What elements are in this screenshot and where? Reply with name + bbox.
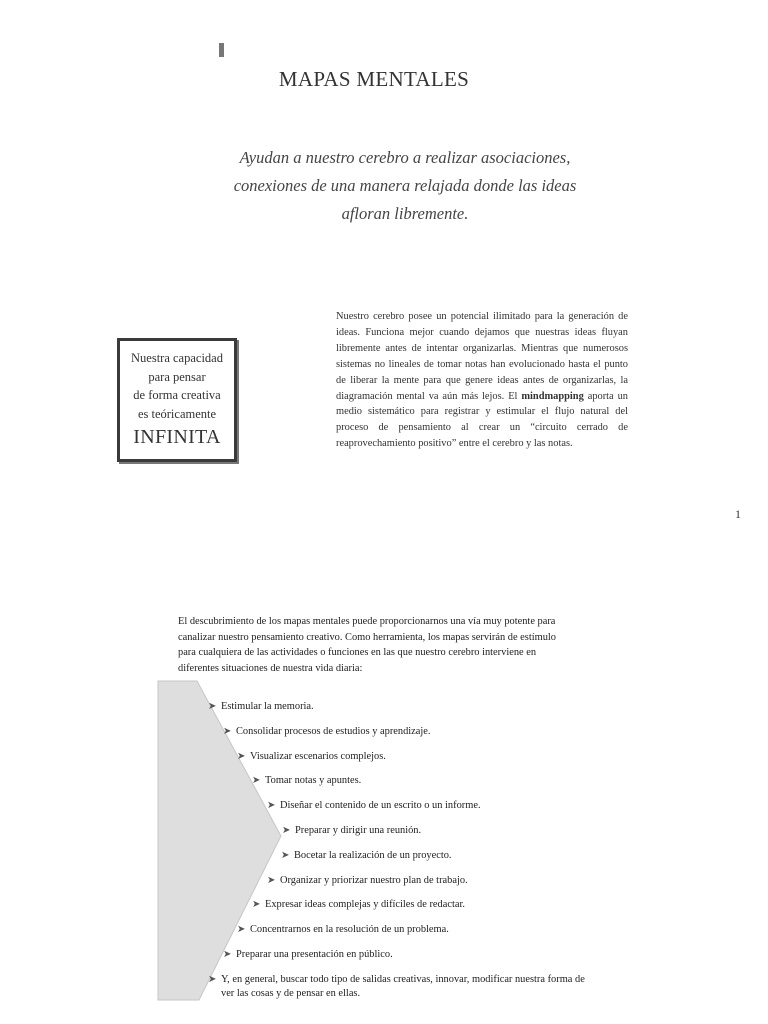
arrow-bullet-icon: ➤: [282, 825, 291, 836]
uses-paragraph: El descubrimiento de los mapas mentales puede proporcionarnos una vía muy potente para canalizar nuestro pensamiento creativo. Como herramienta, los mapas servirán de estímulo para cualquiera de las actividades o funciones en las que nuestro cerebro interviene en diferentes situaciones de nuestra vida diaria:: [178, 616, 556, 674]
arrow-bullet-icon: ➤: [252, 775, 261, 787]
page-title: MAPAS MENTALES: [278, 67, 470, 91]
margin-mark: [219, 43, 224, 57]
intro-text-end: aporta un medio sistemático para registrar y estimular el flujo natural del proceso de pensamiento al crear un “circuito cerrado de reaprovechamiento positivo” entre el cerebro y las notas.: [336, 390, 628, 450]
capacity-box: [117, 338, 237, 462]
list-item: ➤ Consolidar procesos de estudios y aprendizaje.: [223, 725, 431, 737]
list-item: ➤ Diseñar el contenido de un escrito o un informe.: [267, 800, 481, 812]
list-item: ➤ Concentrarnos en la resolución de un problema.: [237, 924, 449, 936]
box-line: Nuestra capacidad: [131, 351, 223, 365]
arrow-bullet-icon: ➤: [208, 973, 217, 985]
list-item: ➤ Expresar ideas complejas y difíciles de redactar.: [252, 899, 465, 911]
list-item: ➤ Estimular la memoria.: [208, 701, 314, 712]
list-item: ➤ Y, en general, buscar todo tipo de salidas creativas, innovar, modificar nuestra forma de ver las cosas y de pensar en ellas.: [208, 973, 585, 999]
list-item: ➤ Bocetar la realización de un proyecto.: [281, 849, 452, 861]
arrow-bullet-icon: ➤: [208, 701, 217, 712]
list-item: ➤ Preparar una presentación en público.: [223, 949, 393, 960]
list-item: ➤ Preparar y dirigir una reunión.: [282, 825, 422, 836]
box-highlight: INFINITA: [133, 426, 221, 448]
arrow-bullet-icon: ➤: [267, 874, 276, 886]
intro-bold-term: mindmapping: [521, 390, 584, 402]
intro-paragraph: [336, 309, 628, 452]
box-line: para pensar: [148, 369, 206, 384]
arrow-bullet-icon: ➤: [281, 849, 290, 861]
arrow-bullet-icon: ➤: [223, 949, 232, 960]
box-line: es teóricamente: [137, 406, 217, 421]
subtitle-line: afloran libremente.: [341, 204, 469, 223]
box-line: de forma creativa: [133, 388, 221, 402]
list-item: ➤ Tomar notas y apuntes.: [252, 775, 362, 787]
arrow-bullet-icon: ➤: [252, 899, 261, 911]
arrow-bullet-icon: ➤: [237, 750, 246, 762]
subtitle: [200, 144, 610, 228]
subtitle-line: conexiones de una manera relajada donde las ideas: [233, 176, 577, 195]
arrow-bullet-icon: ➤: [267, 800, 276, 812]
arrow-bullet-icon: ➤: [223, 725, 232, 737]
subtitle-line: Ayudan a nuestro cerebro a realizar asociaciones,: [239, 148, 571, 167]
list-item: ➤ Organizar y priorizar nuestro plan de trabajo.: [267, 874, 468, 886]
page-number: 1: [735, 507, 741, 521]
intro-text-start: Nuestro cerebro posee un potencial ilimitado para la generación de ideas. Funciona mejor cuando dejamos que nuestras ideas fluyan libremente antes de intentar organizarlas. Mientras que numerosos sistemas no lineales de tomar notas han evolucionado hasta el punto de liberar la mente para que genere ideas antes de organizarlas, la diagramación mental va aún más lejos. El: [336, 311, 628, 402]
arrow-bullet-icon: ➤: [237, 924, 246, 936]
list-item: ➤ Visualizar escenarios complejos.: [237, 750, 386, 762]
